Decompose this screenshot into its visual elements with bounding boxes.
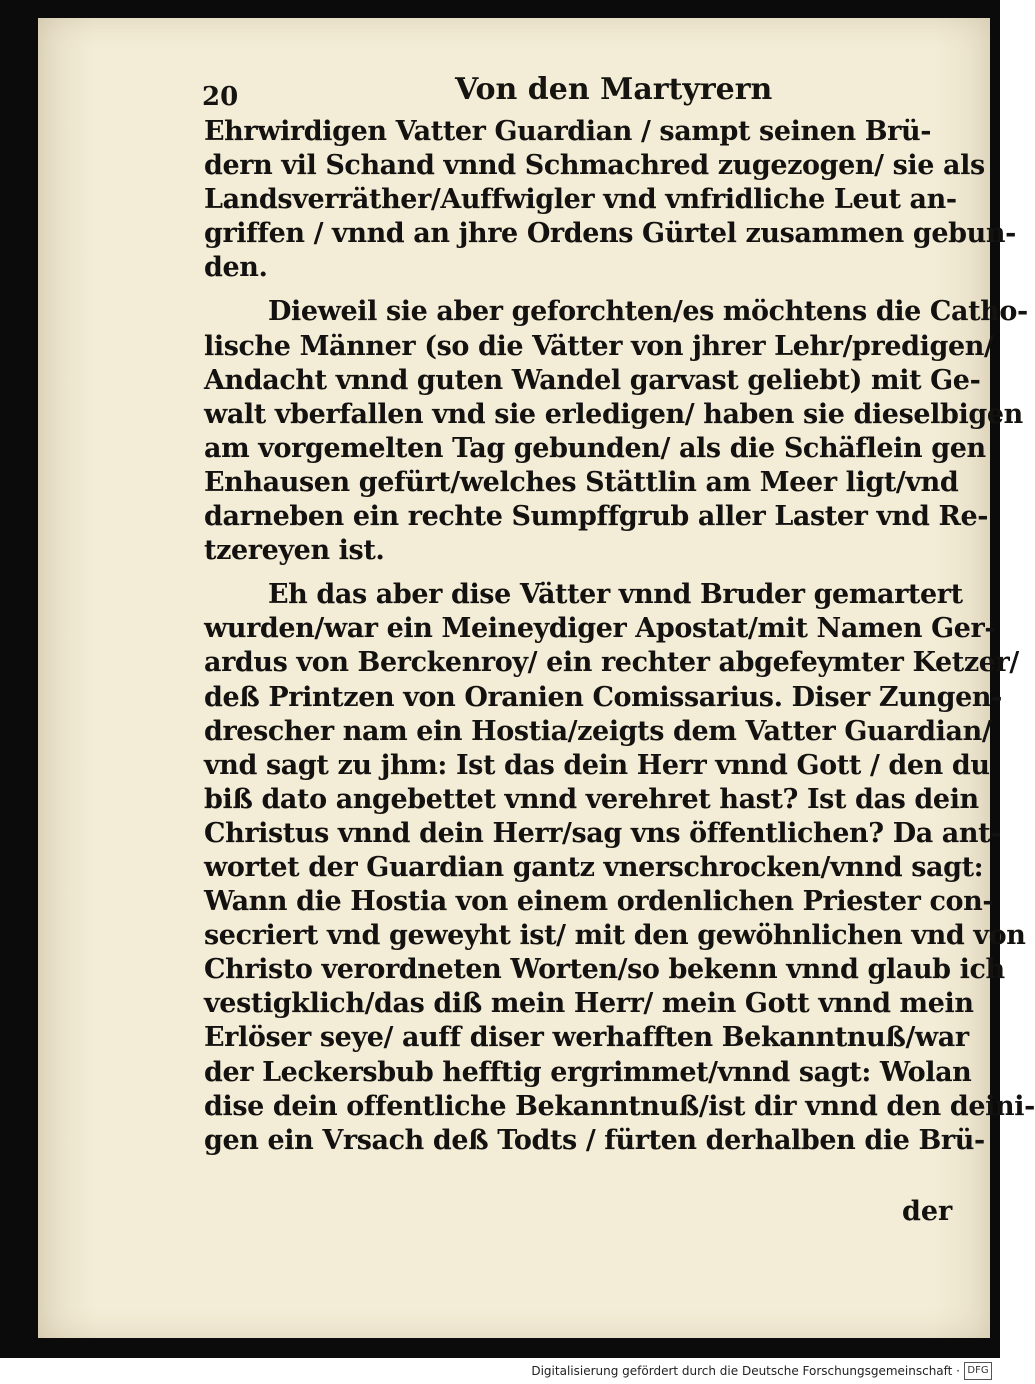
text-line: Dieweil sie aber geforchten/es möchtens die Catho- xyxy=(268,296,1028,328)
text-line: Eh das aber dise Vätter vnnd Bruder gemartert xyxy=(268,579,963,611)
text-line: walt vberfallen vnd sie erledigen/ haben sie dieselbigen xyxy=(204,398,1023,430)
text-line: Ehrwirdigen Vatter Guardian / sampt seinen Brü- xyxy=(204,116,931,147)
text-line: Enhausen gefürt/welches Stättlin am Meer ligt/vnd xyxy=(204,466,959,498)
body-text xyxy=(204,115,1035,1158)
text-line: den. xyxy=(204,252,268,284)
text-line: biß dato angebettet vnnd verehret hast? Ist das dein xyxy=(204,783,979,815)
text-line: Erlöser seye/ auff diser werhafften Bekanntnuß/war xyxy=(204,1022,969,1054)
text-line: drescher nam ein Hostia/zeigts dem Vatter Guardian/ xyxy=(204,715,992,747)
text-line: der Leckersbub hefftig ergrimmet/vnnd sagt: Wolan xyxy=(204,1056,972,1088)
text-line: vestigklich/das diß mein Herr/ mein Gott vnnd mein xyxy=(204,988,974,1020)
running-head: Von den Martyrern xyxy=(455,72,773,107)
text-line: darneben ein rechte Sumpffgrub aller Laster vnd Re- xyxy=(204,501,989,533)
text-line: tzereyen ist. xyxy=(204,535,385,567)
text-line: Landsverräther/Auffwigler vnd vnfridliche Leut an- xyxy=(204,184,957,216)
page-number: 20 xyxy=(202,82,239,112)
text-line: wortet der Guardian gantz vnerschrocken/vnnd sagt: xyxy=(204,851,984,883)
text-line: dern vil Schand vnnd Schmachred zugezogen/ sie als xyxy=(204,150,985,182)
text-line: dise dein offentliche Bekanntnuß/ist dir vnnd den deini- xyxy=(204,1090,1035,1122)
text-line: secriert vnd geweyht ist/ mit den gewöhnlichen vnd von xyxy=(204,920,1026,952)
text-line: deß Printzen von Oranien Comissarius. Diser Zungen- xyxy=(204,681,1002,713)
text-line: ardus von Berckenroy/ ein rechter abgefeymter Ketzer/ xyxy=(204,647,1019,679)
footer-bar xyxy=(0,1358,1000,1384)
text-line: am vorgemelten Tag gebunden/ als die Schäflein gen xyxy=(204,432,986,464)
text-line: wurden/war ein Meineydiger Apostat/mit Namen Ger- xyxy=(204,613,996,645)
text-line: Andacht vnnd guten Wandel garvast geliebt) mit Ge- xyxy=(204,364,981,396)
text-line: vnd sagt zu jhm: Ist das dein Herr vnnd Gott / den du xyxy=(204,749,990,781)
dfg-logo: DFG xyxy=(964,1362,992,1380)
funding-note: Digitalisierung gefördert durch die Deutsche Forschungsgemeinschaft · xyxy=(531,1364,960,1378)
text-line: lische Männer (so die Vätter von jhrer Lehr/predigen/ xyxy=(204,330,994,362)
text-line: gen ein Vrsach deß Todts / fürten derhalben die Brü- xyxy=(204,1124,985,1156)
text-line: griffen / vnnd an jhre Ordens Gürtel zusammen gebun- xyxy=(204,218,1016,250)
catchword: der xyxy=(902,1196,953,1227)
text-line: Christo verordneten Worten/so bekenn vnnd glaub ich xyxy=(204,954,1005,986)
text-line: Christus vnnd dein Herr/sag vns öffentlichen? Da ant- xyxy=(204,817,1002,849)
text-line: Wann die Hostia von einem ordenlichen Priester con- xyxy=(204,886,994,918)
